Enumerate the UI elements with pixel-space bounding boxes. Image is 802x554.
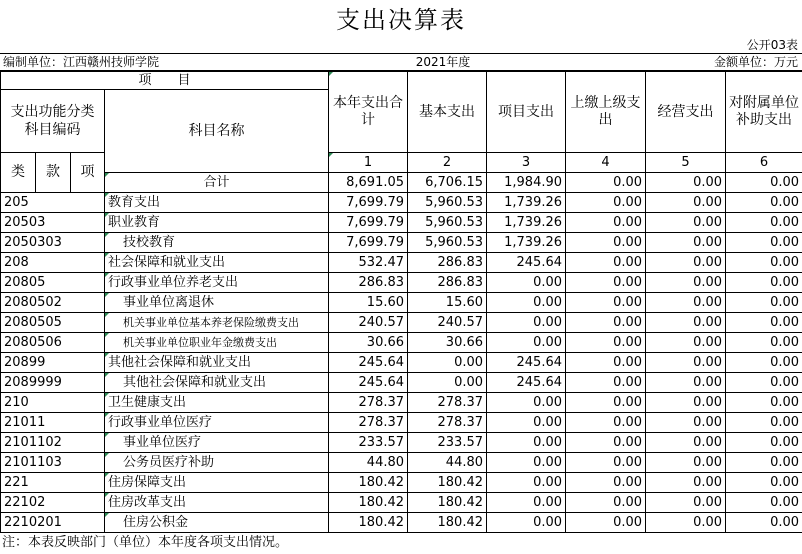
total-value: 8,691.05 [329, 173, 408, 193]
kuan-header: 款 [36, 153, 71, 193]
table-row [1, 353, 802, 373]
amount-cell: 0.00 [487, 393, 566, 413]
xiang-header: 项 [71, 153, 105, 193]
amount-cell: 286.83 [408, 273, 487, 293]
amount-cell: 0.00 [646, 273, 726, 293]
col-number: 4 [566, 153, 646, 173]
subject-name: 住房公积金 [105, 513, 329, 533]
amount-cell: 0.00 [726, 473, 802, 493]
amount-cell: 180.42 [408, 473, 487, 493]
amount-cell: 0.00 [566, 433, 646, 453]
amount-cell: 0.00 [726, 393, 802, 413]
total-value: 0.00 [646, 173, 726, 193]
amount-cell: 180.42 [408, 513, 487, 533]
amount-cell: 245.64 [329, 353, 408, 373]
amount-cell: 245.64 [487, 353, 566, 373]
col-number: 1 [329, 153, 408, 173]
subject-name: 行政事业单位医疗 [105, 413, 329, 433]
table-row [1, 413, 802, 433]
amount-cell: 0.00 [726, 253, 802, 273]
amount-cell: 7,699.79 [329, 213, 408, 233]
amount-cell: 0.00 [566, 393, 646, 413]
amount-cell: 0.00 [726, 433, 802, 453]
amount-cell: 0.00 [646, 493, 726, 513]
amount-cell: 278.37 [329, 393, 408, 413]
amount-cell: 0.00 [726, 313, 802, 333]
col-number: 2 [408, 153, 487, 173]
amount-cell: 278.37 [329, 413, 408, 433]
amount-cell: 7,699.79 [329, 193, 408, 213]
amount-cell: 1,739.26 [487, 193, 566, 213]
amount-cell: 0.00 [487, 473, 566, 493]
amount-cell: 180.42 [408, 493, 487, 513]
amount-cell: 7,699.79 [329, 233, 408, 253]
col-number: 3 [487, 153, 566, 173]
subject-name: 技校教育 [105, 233, 329, 253]
total-value: 1,984.90 [487, 173, 566, 193]
amount-cell: 0.00 [726, 293, 802, 313]
amount-cell: 0.00 [726, 213, 802, 233]
amount-cell: 0.00 [408, 373, 487, 393]
amount-cell: 286.83 [408, 253, 487, 273]
col-business-header: 经营支出 [646, 72, 726, 153]
amount-cell: 0.00 [408, 353, 487, 373]
amount-cell: 245.64 [329, 373, 408, 393]
amount-cell: 1,739.26 [487, 233, 566, 253]
amount-cell: 5,960.53 [408, 233, 487, 253]
amount-cell: 0.00 [646, 193, 726, 213]
expenditure-table [0, 71, 802, 533]
total-row-label: 合计 [105, 173, 329, 193]
amount-cell: 5,960.53 [408, 193, 487, 213]
function-code: 20899 [1, 353, 105, 373]
form-number: 公开03表 [746, 38, 798, 52]
table-note: 注：本表反映部门（单位）本年度各项支出情况。 [2, 535, 289, 550]
amount-cell: 0.00 [566, 413, 646, 433]
amount-cell: 0.00 [726, 373, 802, 393]
amount-cell: 532.47 [329, 253, 408, 273]
amount-cell: 0.00 [646, 413, 726, 433]
amount-cell: 0.00 [487, 493, 566, 513]
amount-cell: 0.00 [646, 313, 726, 333]
function-code: 22102 [1, 493, 105, 513]
amount-cell: 0.00 [646, 233, 726, 253]
money-unit: 金额单位：万元 [713, 55, 798, 69]
amount-cell: 0.00 [487, 313, 566, 333]
table-row [1, 313, 802, 333]
table-row [1, 493, 802, 513]
subject-name: 公务员医疗补助 [105, 453, 329, 473]
compiling-unit: 编制单位：江西赣州技师学院 [3, 55, 160, 69]
amount-cell: 0.00 [646, 213, 726, 233]
total-value: 0.00 [726, 173, 802, 193]
function-code: 2080506 [1, 333, 105, 353]
amount-cell: 5,960.53 [408, 213, 487, 233]
amount-cell: 245.64 [487, 253, 566, 273]
function-code: 2210201 [1, 513, 105, 533]
table-row [1, 273, 802, 293]
amount-cell: 0.00 [646, 473, 726, 493]
amount-cell: 245.64 [487, 373, 566, 393]
col-project-header: 项目支出 [487, 72, 566, 153]
amount-cell: 0.00 [487, 513, 566, 533]
amount-cell: 180.42 [329, 493, 408, 513]
amount-cell: 0.00 [646, 373, 726, 393]
amount-cell: 0.00 [566, 353, 646, 373]
amount-cell: 278.37 [408, 393, 487, 413]
amount-cell: 240.57 [408, 313, 487, 333]
function-code: 2101103 [1, 453, 105, 473]
amount-cell: 0.00 [566, 233, 646, 253]
amount-cell: 180.42 [329, 513, 408, 533]
report-year: 2021年度 [415, 55, 471, 69]
amount-cell: 0.00 [566, 373, 646, 393]
table-row [1, 293, 802, 313]
col-total-header: 本年支出合计 [329, 72, 408, 153]
col-number: 6 [726, 153, 802, 173]
amount-cell: 0.00 [487, 293, 566, 313]
col-upper-header: 上缴上级支出 [566, 72, 646, 153]
amount-cell: 0.00 [566, 333, 646, 353]
report-title: 支出决算表 [336, 6, 466, 34]
subject-name: 社会保障和就业支出 [105, 253, 329, 273]
total-value: 6,706.15 [408, 173, 487, 193]
amount-cell: 233.57 [329, 433, 408, 453]
col-subsidy-header: 对附属单位补助支出 [726, 72, 802, 153]
amount-cell: 0.00 [487, 413, 566, 433]
table-row [1, 393, 802, 413]
amount-cell: 1,739.26 [487, 213, 566, 233]
amount-cell: 0.00 [726, 493, 802, 513]
function-code: 2050303 [1, 233, 105, 253]
amount-cell: 30.66 [329, 333, 408, 353]
table-row [1, 233, 802, 253]
total-value: 0.00 [566, 173, 646, 193]
amount-cell: 0.00 [726, 193, 802, 213]
function-code: 2101102 [1, 433, 105, 453]
subject-name: 行政事业单位养老支出 [105, 273, 329, 293]
table-row [1, 433, 802, 453]
amount-cell: 0.00 [566, 453, 646, 473]
amount-cell: 0.00 [566, 213, 646, 233]
item-header: 项 目 [1, 72, 329, 90]
amount-cell: 240.57 [329, 313, 408, 333]
table-row [1, 333, 802, 353]
function-code: 2080502 [1, 293, 105, 313]
amount-cell: 0.00 [566, 293, 646, 313]
table-row [1, 373, 802, 393]
amount-cell: 15.60 [408, 293, 487, 313]
subject-name: 教育支出 [105, 193, 329, 213]
amount-cell: 0.00 [646, 433, 726, 453]
amount-cell: 0.00 [566, 193, 646, 213]
amount-cell: 0.00 [726, 273, 802, 293]
amount-cell: 0.00 [646, 393, 726, 413]
amount-cell: 286.83 [329, 273, 408, 293]
amount-cell: 0.00 [726, 453, 802, 473]
subject-name: 住房保障支出 [105, 473, 329, 493]
subject-name: 事业单位医疗 [105, 433, 329, 453]
function-code: 2089999 [1, 373, 105, 393]
lei-header: 类 [1, 153, 36, 193]
function-code: 210 [1, 393, 105, 413]
subject-name: 其他社会保障和就业支出 [105, 353, 329, 373]
amount-cell: 30.66 [408, 333, 487, 353]
amount-cell: 0.00 [487, 273, 566, 293]
function-code: 208 [1, 253, 105, 273]
amount-cell: 0.00 [646, 333, 726, 353]
amount-cell: 0.00 [646, 453, 726, 473]
subject-name: 机关事业单位基本养老保险缴费支出 [105, 313, 329, 333]
table-row [1, 513, 802, 533]
amount-cell: 278.37 [408, 413, 487, 433]
subject-name: 机关事业单位职业年金缴费支出 [105, 333, 329, 353]
amount-cell: 44.80 [408, 453, 487, 473]
amount-cell: 0.00 [487, 433, 566, 453]
function-code: 20503 [1, 213, 105, 233]
table-row [1, 453, 802, 473]
amount-cell: 0.00 [566, 253, 646, 273]
subject-name: 住房改革支出 [105, 493, 329, 513]
amount-cell: 0.00 [566, 473, 646, 493]
subject-name: 职业教育 [105, 213, 329, 233]
amount-cell: 0.00 [646, 513, 726, 533]
col-number: 5 [646, 153, 726, 173]
subject-name: 卫生健康支出 [105, 393, 329, 413]
func-code-header: 支出功能分类科目编码 [1, 90, 105, 153]
amount-cell: 0.00 [726, 353, 802, 373]
function-code: 20805 [1, 273, 105, 293]
amount-cell: 0.00 [646, 253, 726, 273]
amount-cell: 0.00 [566, 273, 646, 293]
function-code: 205 [1, 193, 105, 213]
amount-cell: 0.00 [487, 333, 566, 353]
amount-cell: 0.00 [487, 453, 566, 473]
amount-cell: 44.80 [329, 453, 408, 473]
amount-cell: 233.57 [408, 433, 487, 453]
table-row [1, 253, 802, 273]
amount-cell: 15.60 [329, 293, 408, 313]
amount-cell: 0.00 [566, 513, 646, 533]
function-code: 221 [1, 473, 105, 493]
table-row [1, 213, 802, 233]
table-row [1, 193, 802, 213]
amount-cell: 0.00 [646, 293, 726, 313]
function-code: 21011 [1, 413, 105, 433]
subject-name-header: 科目名称 [105, 90, 329, 173]
amount-cell: 180.42 [329, 473, 408, 493]
col-basic-header: 基本支出 [408, 72, 487, 153]
amount-cell: 0.00 [726, 333, 802, 353]
amount-cell: 0.00 [566, 313, 646, 333]
amount-cell: 0.00 [646, 353, 726, 373]
amount-cell: 0.00 [726, 413, 802, 433]
table-row [1, 473, 802, 493]
amount-cell: 0.00 [726, 233, 802, 253]
function-code: 2080505 [1, 313, 105, 333]
subject-name: 事业单位离退休 [105, 293, 329, 313]
subject-name: 其他社会保障和就业支出 [105, 373, 329, 393]
amount-cell: 0.00 [566, 493, 646, 513]
amount-cell: 0.00 [726, 513, 802, 533]
